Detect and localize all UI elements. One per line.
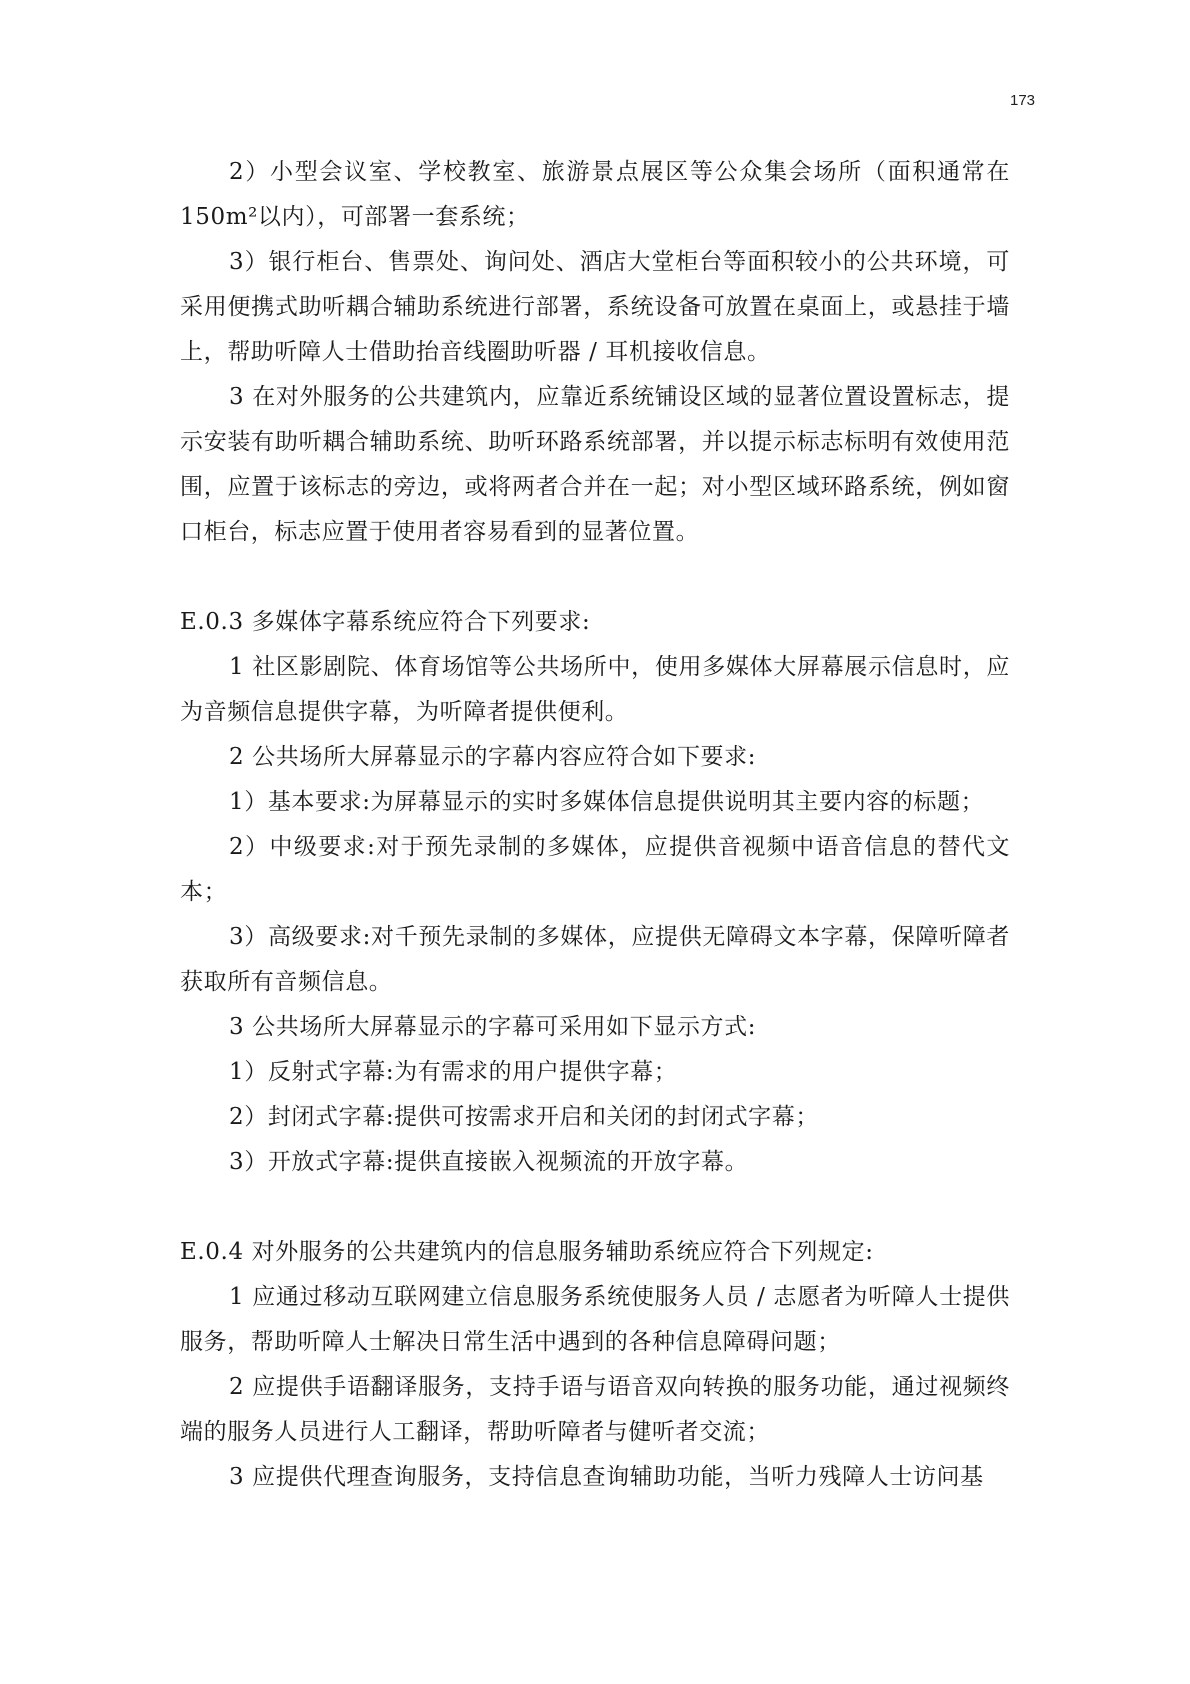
paragraph: 1）基本要求:为屏幕显示的实时多媒体信息提供说明其主要内容的标题； [229,789,985,815]
paragraph: 1）反射式字幕:为有需求的用户提供字幕； [229,1059,678,1085]
paragraph: 3）开放式字幕:提供直接嵌入视频流的开放字幕。 [229,1149,749,1175]
paragraph: 2 应提供手语翻译服务，支持手语与语音双向转换的服务功能，通过视频终端的服务人员进行人工翻译，帮助听障者与健听者交流； [180,1374,1010,1445]
paragraph: 2 公共场所大屏幕显示的字幕内容应符合如下要求: [229,744,757,770]
paragraph: 3 公共场所大屏幕显示的字幕可采用如下显示方式: [229,1014,757,1040]
paragraph: 2）小型会议室、学校教室、旅游景点展区等公众集会场所（面积通常在150m²以内），可部署一套系统； [180,159,1010,230]
paragraph: 3 应提供代理查询服务，支持信息查询辅助功能，当听力残障人士访问基 [229,1464,984,1490]
paragraph: 1 社区影剧院、体育场馆等公共场所中，使用多媒体大屏幕展示信息时，应为音频信息提供字幕，为听障者提供便利。 [180,654,1010,725]
paragraph: 2）中级要求:对于预先录制的多媒体，应提供音视频中语音信息的替代文本； [180,834,1010,905]
paragraph: 2）封闭式字幕:提供可按需求开启和关闭的封闭式字幕； [229,1104,819,1130]
paragraph: 3）高级要求:对千预先录制的多媒体，应提供无障碍文本字幕，保障听障者获取所有音频信息。 [180,924,1010,995]
section-heading-e03: E.0.3 多媒体字幕系统应符合下列要求: [180,609,591,635]
section-spacer [180,1185,1010,1230]
paragraph: 3 在对外服务的公共建筑内，应靠近系统铺设区域的显著位置设置标志，提示安装有助听耦合辅助系统、助听环路系统部署，并以提示标志标明有效使用范围，应置于该标志的旁边，或将两者合并在一起；对小型区域环路系统，例如窗口柜台，标志应置于使用者容易看到的显著位置。 [180,384,1010,545]
document-body [180,150,1010,1500]
paragraph: 3）银行柜台、售票处、询问处、酒店大堂柜台等面积较小的公共环境，可采用便携式助听耦合辅助系统进行部署，系统设备可放置在桌面上，或悬挂于墙上，帮助听障人士借助抬音线圈助听器 / 耳机接收信息。 [180,249,1010,365]
section-spacer [180,555,1010,600]
page-number: 173 [1010,92,1036,109]
section-heading-e04: E.0.4 对外服务的公共建筑内的信息服务辅助系统应符合下列规定: [180,1239,874,1265]
paragraph: 1 应通过移动互联网建立信息服务系统使服务人员 / 志愿者为听障人士提供服务，帮助听障人士解决日常生活中遇到的各种信息障碍问题； [180,1284,1010,1355]
